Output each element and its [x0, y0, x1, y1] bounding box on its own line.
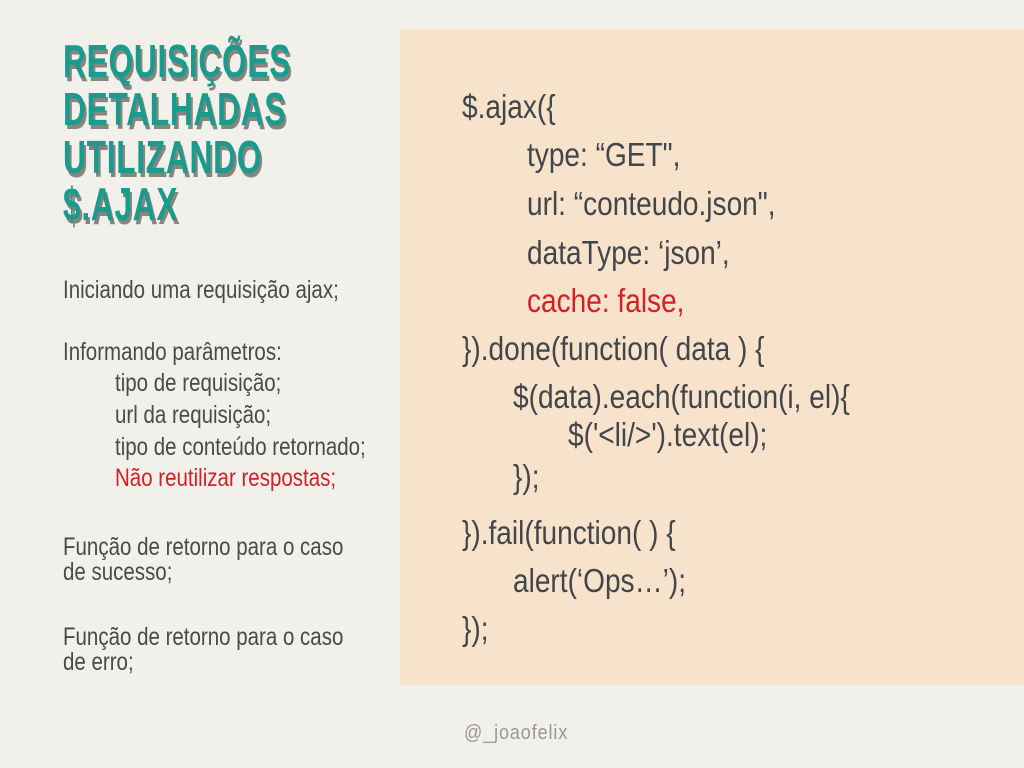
code-line: url: “conteudo.json", — [527, 185, 776, 222]
note-line: url da requisição; — [115, 401, 272, 429]
title-line: UTILIZANDO — [63, 131, 263, 183]
title-line: $.AJAX — [63, 178, 179, 230]
code-line: $(data).each(function(i, el){ — [513, 378, 850, 415]
code-line: }).fail(function( ) { — [462, 514, 676, 551]
twitter-handle: @_joaofelix — [464, 722, 569, 744]
note-line: Iniciando uma requisição ajax; — [63, 276, 339, 304]
note-line: de erro; — [63, 648, 134, 676]
code-line: $('<li/>').text(el); — [568, 416, 768, 453]
code-line: }).done(function( data ) { — [462, 330, 765, 367]
note-line: Função de retorno para o caso — [63, 533, 344, 561]
code-line: type: “GET", — [527, 136, 681, 173]
code-line: dataType: ‘json’, — [527, 234, 730, 271]
title-line: REQUISIÇÕES — [63, 35, 292, 87]
note-line-highlighted: Não reutilizar respostas; — [115, 464, 337, 492]
note-line: Função de retorno para o caso — [63, 623, 344, 651]
note-line: tipo de requisição; — [115, 369, 282, 397]
code-line: }); — [513, 458, 540, 495]
title-line: DETALHADAS — [63, 83, 287, 135]
code-line: }); — [462, 610, 489, 647]
code-line: $.ajax({ — [462, 88, 556, 125]
code-line-highlighted: cache: false, — [527, 282, 685, 319]
note-line: tipo de conteúdo retornado; — [115, 433, 366, 461]
note-line: Informando parâmetros: — [63, 338, 282, 366]
code-line: alert(‘Ops…’); — [513, 562, 687, 599]
note-line: de sucesso; — [63, 558, 173, 586]
